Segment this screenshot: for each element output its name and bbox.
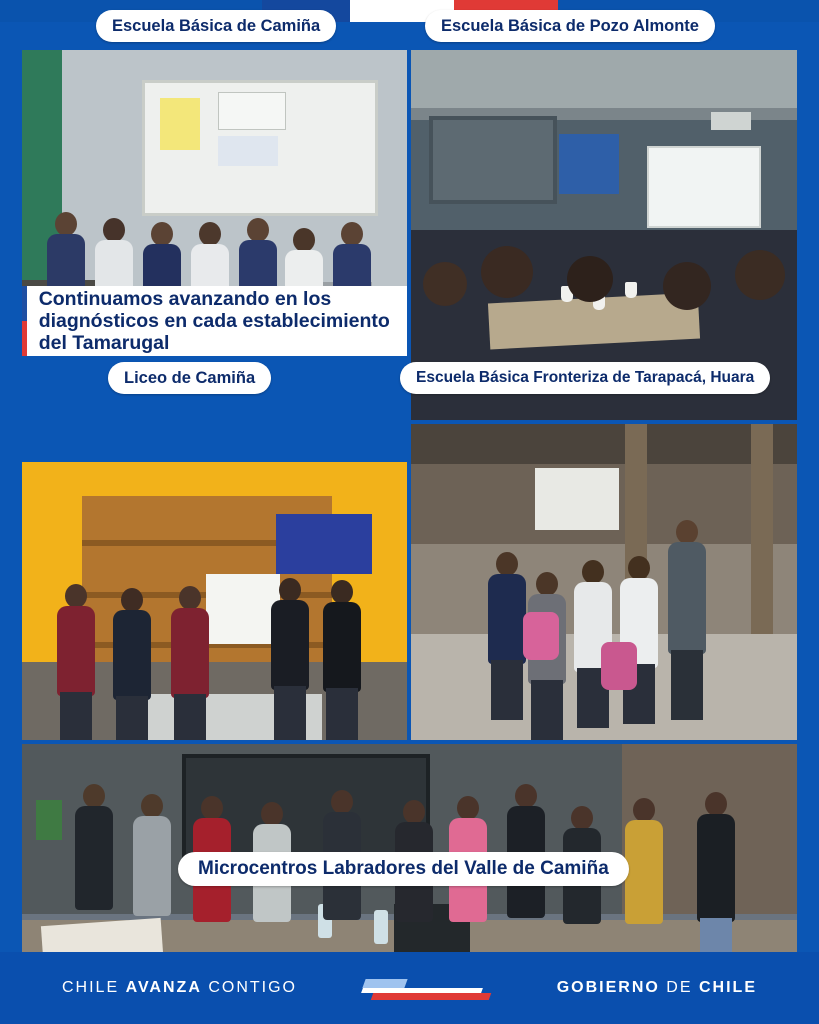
torso bbox=[323, 602, 361, 692]
head bbox=[201, 796, 223, 820]
flag-ribbon-icon bbox=[352, 975, 502, 1001]
head bbox=[403, 800, 425, 824]
head bbox=[199, 222, 221, 246]
head bbox=[331, 790, 353, 814]
torso bbox=[625, 820, 663, 924]
head bbox=[247, 218, 269, 242]
head bbox=[55, 212, 77, 236]
torso bbox=[171, 608, 209, 698]
torso bbox=[697, 814, 735, 922]
legs bbox=[60, 692, 92, 740]
library-scene bbox=[22, 462, 407, 740]
headline-banner bbox=[22, 286, 407, 356]
photo-collage bbox=[22, 50, 797, 950]
head bbox=[628, 556, 650, 580]
legs bbox=[174, 694, 206, 740]
torso bbox=[113, 610, 151, 700]
head bbox=[103, 218, 125, 242]
white-poster bbox=[218, 92, 286, 130]
head bbox=[515, 784, 537, 808]
head bbox=[705, 792, 727, 816]
backpack bbox=[523, 612, 559, 660]
yellow-poster bbox=[160, 98, 200, 150]
person-head bbox=[567, 256, 613, 302]
head bbox=[676, 520, 698, 544]
projector bbox=[711, 112, 751, 130]
caption-escuela-basica-camina: Escuela Básica de Camiña bbox=[96, 10, 336, 42]
caption-microcentros-labradores: Microcentros Labradores del Valle de Camiña bbox=[178, 852, 629, 886]
torso bbox=[75, 806, 113, 910]
wall-decoration bbox=[36, 800, 62, 840]
paper-cup bbox=[625, 282, 637, 298]
head bbox=[261, 802, 283, 826]
head bbox=[279, 578, 301, 602]
torso bbox=[57, 606, 95, 696]
projection-screen bbox=[647, 146, 761, 228]
head bbox=[496, 552, 518, 576]
legs bbox=[531, 680, 563, 740]
torso bbox=[133, 816, 171, 916]
person-head bbox=[735, 250, 785, 300]
head bbox=[331, 580, 353, 604]
head bbox=[121, 588, 143, 612]
legs bbox=[116, 696, 148, 740]
head bbox=[151, 222, 173, 246]
photo-liceo-de-camina bbox=[22, 462, 407, 740]
torso bbox=[271, 600, 309, 690]
logo-bold-1: GOBIERNO bbox=[556, 979, 660, 996]
person-head bbox=[423, 262, 467, 306]
head bbox=[141, 794, 163, 818]
legs bbox=[671, 650, 703, 720]
gobierno-de-chile-logo bbox=[557, 979, 819, 997]
wooden-post bbox=[751, 424, 773, 654]
head bbox=[571, 806, 593, 830]
courtyard-scene bbox=[411, 424, 797, 740]
footer-bar bbox=[0, 952, 819, 1024]
caption-liceo-de-camina: Liceo de Camiña bbox=[108, 362, 271, 394]
legs bbox=[274, 686, 306, 740]
water-bottle bbox=[374, 910, 388, 944]
logo-bold-2: CHILE bbox=[698, 979, 757, 996]
caption-escuela-basica-pozo-almonte: Escuela Básica de Pozo Almonte bbox=[425, 10, 715, 42]
ribbon-blue bbox=[362, 979, 407, 988]
blue-poster bbox=[218, 136, 278, 166]
wall-chart bbox=[206, 574, 280, 644]
torso bbox=[668, 542, 706, 654]
blue-banner bbox=[276, 514, 372, 574]
photo-escuela-fronteriza-tarapaca-huara bbox=[411, 424, 797, 740]
logo-bold: AVANZA bbox=[125, 979, 202, 996]
window bbox=[429, 116, 557, 204]
head bbox=[179, 586, 201, 610]
logo-pre: CHILE bbox=[62, 979, 126, 996]
head bbox=[65, 584, 87, 608]
logo-mid: DE bbox=[659, 979, 699, 996]
head bbox=[582, 560, 604, 584]
chile-avanza-contigo-logo bbox=[0, 979, 297, 997]
person-head bbox=[481, 246, 533, 298]
backpack bbox=[601, 642, 637, 690]
whiteboard bbox=[535, 468, 619, 530]
roof bbox=[411, 424, 797, 464]
head bbox=[633, 798, 655, 822]
blue-cabinet bbox=[559, 134, 619, 194]
head bbox=[341, 222, 363, 246]
headline-text: Continuamos avanzando en los diagnósticos en cada establecimiento del Tamarugal bbox=[38, 288, 390, 354]
head bbox=[457, 796, 479, 820]
head bbox=[83, 784, 105, 808]
person-head bbox=[663, 262, 711, 310]
head bbox=[536, 572, 558, 596]
legs bbox=[491, 660, 523, 720]
torso bbox=[488, 574, 526, 664]
ribbon-red bbox=[371, 993, 492, 1000]
caption-escuela-fronteriza-tarapaca-huara: Escuela Básica Fronteriza de Tarapacá, Huara bbox=[400, 362, 770, 394]
legs bbox=[326, 688, 358, 740]
logo-post: CONTIGO bbox=[201, 979, 297, 996]
head bbox=[293, 228, 315, 252]
